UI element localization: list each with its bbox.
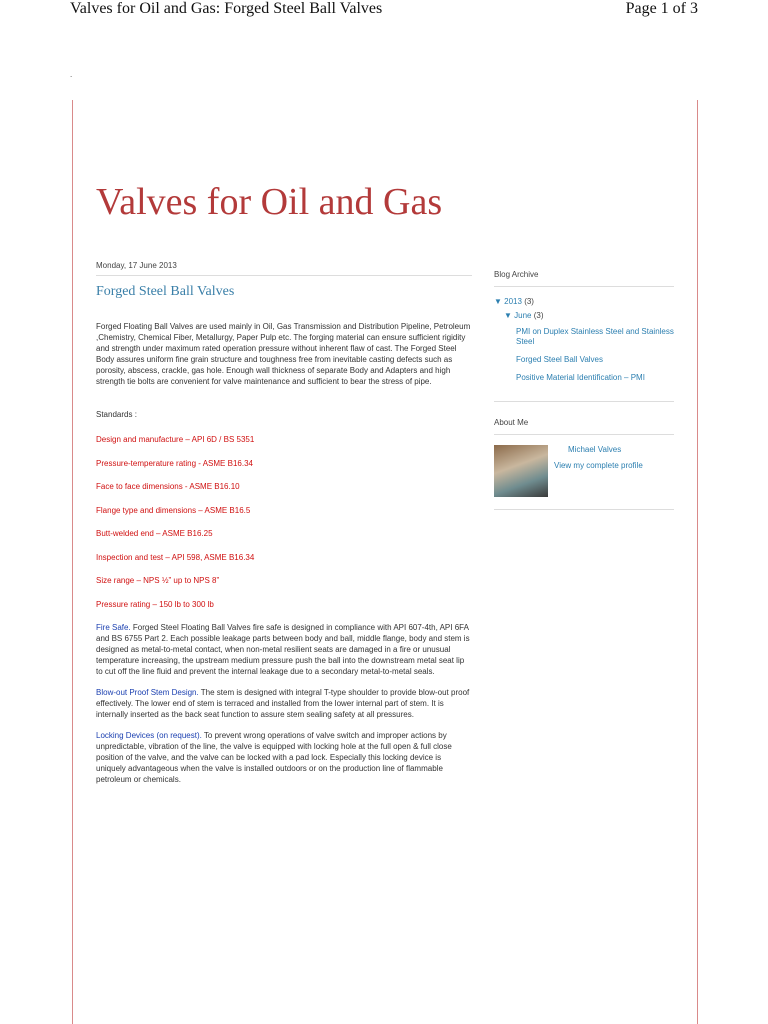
profile-link[interactable]: View my complete profile [554, 461, 643, 470]
standard-item: Design and manufacture – API 6D / BS 5351 [96, 435, 255, 444]
standard-item: Butt-welded end – ASME B16.25 [96, 529, 213, 538]
locking-lead: Locking Devices (on request). [96, 731, 202, 740]
fire-safe-text: Forged Steel Floating Ball Valves fire safe is designed in compliance with API 607-4th, API 6FA and BS 6755 Part 2. Each possible leakage parts between body and ball, middle flange, body and stem is designed as metal-to-metal contact, when non-metal resilient seats are damaged in a fire or unusual temperature increasing, the upstream medium pressure push the ball into the downstream metal seat lip to cut off the line fluid and prevent the internal leakage due to a secondary metal-to-metal seals. [96, 623, 470, 676]
document-title: Valves for Oil and Gas: Forged Steel Ball Valves [70, 0, 383, 17]
blowout-section [96, 687, 472, 720]
post-date: Monday, 17 June 2013 [96, 260, 472, 276]
page-number: Page 1 of 3 [625, 0, 698, 17]
standard-item: Pressure-temperature rating - ASME B16.34 [96, 458, 253, 468]
standards-heading: Standards : [96, 410, 137, 419]
locking-section [96, 730, 472, 785]
page-dot: . [70, 70, 73, 79]
standard-item: Size range – NPS ½” up to NPS 8” [96, 576, 220, 585]
post-title[interactable]: Forged Steel Ball Valves [96, 284, 235, 299]
print-header [70, 0, 698, 24]
post-column [96, 260, 472, 795]
fire-safe-lead: Fire Safe. [96, 623, 131, 632]
blowout-text: The stem is designed with integral T-type shoulder to provide blow-out proof effectively. The lower end of stem is terraced and installed from the lower internal part of stem. It is internally inserted as the back seat function to assure stem sealing safety at all pressures. [96, 688, 470, 719]
toggle-down-icon[interactable]: ▼ [494, 297, 502, 306]
author-name[interactable]: Michael Valves [568, 445, 622, 454]
about-text [554, 445, 643, 497]
blowout-lead: Blow-out Proof Stem Design. [96, 688, 199, 697]
standard-item: Pressure rating – 150 lb to 300 lb [96, 599, 214, 609]
blog-title[interactable]: Valves for Oil and Gas [96, 181, 443, 223]
archive-month-count: (3) [533, 311, 544, 320]
locking-text: To prevent wrong operations of valve switch and improper actions by unpredictable, vibration of the line, the valve is equipped with locking hole at the full open & full close position of the valve, and the valve can be locked with a pad lock. Especially this locking device is uniquely advantageous when the valve is installed outdoors or on the production line of flammable petroleum or chemicals. [96, 731, 452, 784]
standard-item: Face to face dimensions - ASME B16.10 [96, 482, 240, 491]
archive-heading: Blog Archive [494, 270, 539, 279]
divider [494, 509, 674, 510]
archive-year[interactable] [494, 297, 674, 307]
archive-year-link[interactable]: 2013 [504, 297, 522, 306]
post-intro: Forged Floating Ball Valves are used mainly in Oil, Gas Transmission and Distribution Pipeline, Petroleum ,Chemistry, Chemical Fiber, Metallurgy, Paper Pulp etc. The forging material can ensure sufficient rigidity and strength under maximum rated operation pressure without inherent flaw of cast. The Forged Steel Body assures uniform fine grain structure and toughness free from inevitable casting defects such as porosity, abscess, crackle, gas hole. Enough wall thickness of separate Body and Adapters and high strength tie bolts are convenient for valve maintenance and sufficient to bear the stress of pipe. [96, 322, 471, 386]
divider [494, 434, 674, 435]
about-heading: About Me [494, 418, 529, 427]
fire-safe-section [96, 622, 472, 677]
archive-month-link[interactable]: June [514, 311, 532, 320]
divider [494, 401, 674, 402]
toggle-down-icon[interactable]: ▼ [504, 311, 512, 320]
archive-year-count: (3) [524, 297, 534, 306]
about-me [494, 445, 674, 497]
archive-post-link[interactable]: Positive Material Identification – PMI [516, 373, 645, 382]
standard-item: Flange type and dimensions – ASME B16.5 [96, 505, 251, 515]
archive-post-link[interactable]: Forged Steel Ball Valves [516, 355, 604, 364]
standard-item: Inspection and test – API 598, ASME B16.34 [96, 552, 255, 562]
sidebar [494, 270, 674, 520]
archive-post-link[interactable]: PMI on Duplex Stainless Steel and Stainless Steel [516, 327, 674, 346]
divider [494, 286, 674, 287]
author-photo[interactable] [494, 445, 548, 497]
archive-month[interactable] [504, 311, 674, 321]
